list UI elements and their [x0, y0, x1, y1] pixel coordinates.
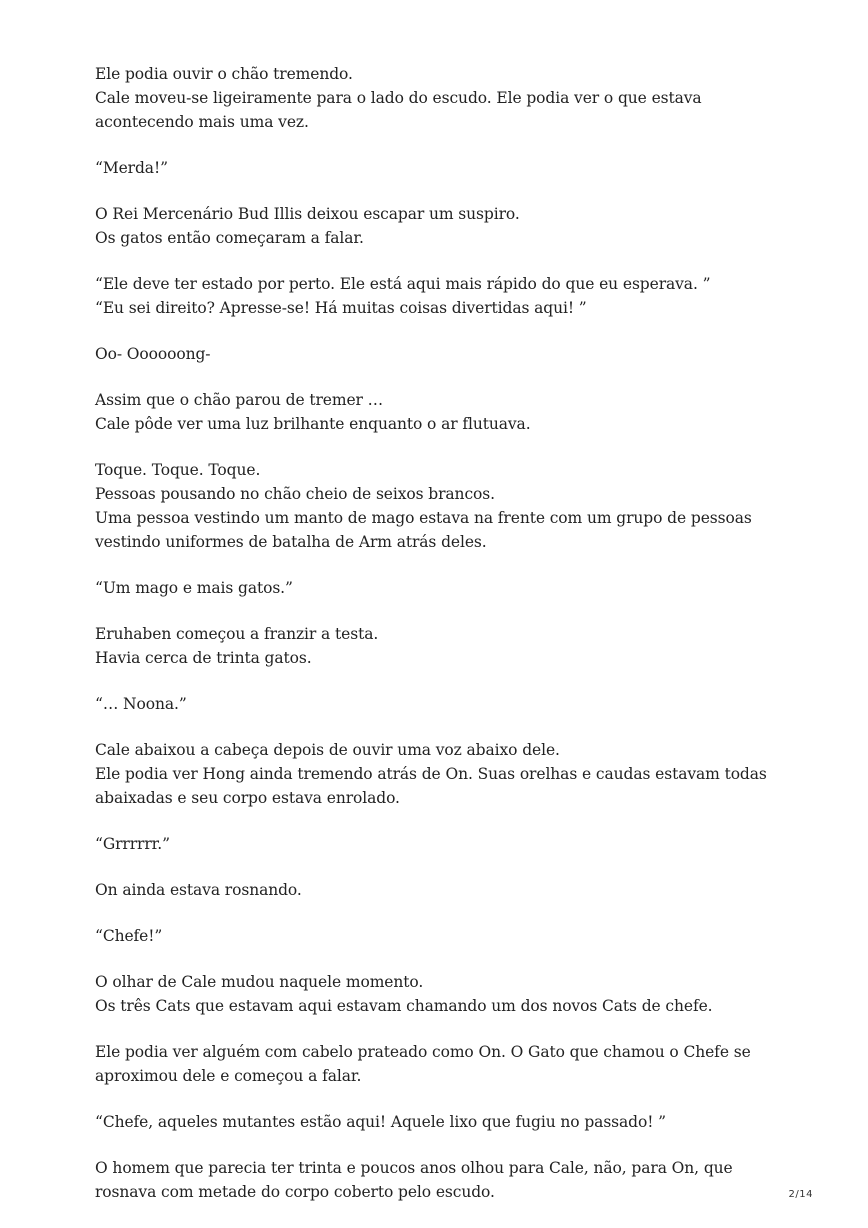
- text-line: “Um mago e mais gatos.”: [95, 579, 293, 597]
- text-line: O homem que parecia ter trinta e poucos anos olhou para Cale, não, para On, que: [95, 1159, 733, 1177]
- text-line: “Chefe, aqueles mutantes estão aqui! Aquele lixo que fugiu no passado! ”: [95, 1113, 667, 1131]
- paragraph: [95, 342, 785, 366]
- paragraph: [95, 970, 785, 1018]
- text-line: Ele podia ver Hong ainda tremendo atrás de On. Suas orelhas e caudas estavam todas: [95, 765, 767, 783]
- text-line: abaixadas e seu corpo estava enrolado.: [95, 789, 400, 807]
- text-line: O olhar de Cale mudou naquele momento.: [95, 973, 424, 991]
- text-line: Cale pôde ver uma luz brilhante enquanto o ar flutuava.: [95, 415, 531, 433]
- paragraph: [95, 388, 785, 436]
- text-line: O Rei Mercenário Bud Illis deixou escapar um suspiro.: [95, 205, 520, 223]
- paragraph: [95, 832, 785, 856]
- text-line: Pessoas pousando no chão cheio de seixos brancos.: [95, 485, 495, 503]
- text-line: Assim que o chão parou de tremer …: [95, 391, 384, 409]
- paragraph: [95, 1156, 785, 1204]
- paragraph: [95, 1040, 785, 1088]
- text-line: Havia cerca de trinta gatos.: [95, 649, 312, 667]
- text-line: “… Noona.”: [95, 695, 187, 713]
- text-line: “Grrrrrr.”: [95, 835, 170, 853]
- paragraph: [95, 202, 785, 250]
- paragraph: [95, 458, 785, 554]
- text-line: acontecendo mais uma vez.: [95, 113, 309, 131]
- paragraph: [95, 738, 785, 810]
- text-line: Eruhaben começou a franzir a testa.: [95, 625, 379, 643]
- paragraph: [95, 1110, 785, 1134]
- text-line: Cale moveu-se ligeiramente para o lado do escudo. Ele podia ver o que estava: [95, 89, 702, 107]
- paragraph: [95, 622, 785, 670]
- paragraph: [95, 692, 785, 716]
- text-line: rosnava com metade do corpo coberto pelo escudo.: [95, 1183, 495, 1201]
- text-line: Oo- Oooooong-: [95, 345, 211, 363]
- text-line: Uma pessoa vestindo um manto de mago estava na frente com um grupo de pessoas: [95, 509, 752, 527]
- page-number: 2/14: [788, 1189, 813, 1200]
- text-line: Os gatos então começaram a falar.: [95, 229, 364, 247]
- text-line: “Eu sei direito? Apresse-se! Há muitas coisas divertidas aqui! ”: [95, 299, 587, 317]
- text-line: vestindo uniformes de batalha de Arm atrás deles.: [95, 533, 487, 551]
- text-line: “Merda!”: [95, 159, 168, 177]
- text-line: “Ele deve ter estado por perto. Ele está aqui mais rápido do que eu esperava. ”: [95, 275, 711, 293]
- document-page: [95, 62, 785, 1226]
- text-line: Cale abaixou a cabeça depois de ouvir uma voz abaixo dele.: [95, 741, 560, 759]
- paragraph: [95, 878, 785, 902]
- paragraph: [95, 924, 785, 948]
- text-line: Ele podia ver alguém com cabelo prateado como On. O Gato que chamou o Chefe se: [95, 1043, 751, 1061]
- paragraph: [95, 156, 785, 180]
- text-line: On ainda estava rosnando.: [95, 881, 302, 899]
- text-line: “Chefe!”: [95, 927, 163, 945]
- text-line: Ele podia ouvir o chão tremendo.: [95, 65, 353, 83]
- text-line: Toque. Toque. Toque.: [95, 461, 261, 479]
- paragraph: [95, 576, 785, 600]
- text-line: Os três Cats que estavam aqui estavam chamando um dos novos Cats de chefe.: [95, 997, 713, 1015]
- paragraph: [95, 272, 785, 320]
- text-line: aproximou dele e começou a falar.: [95, 1067, 362, 1085]
- paragraph: [95, 62, 785, 134]
- document-body: [95, 62, 785, 1204]
